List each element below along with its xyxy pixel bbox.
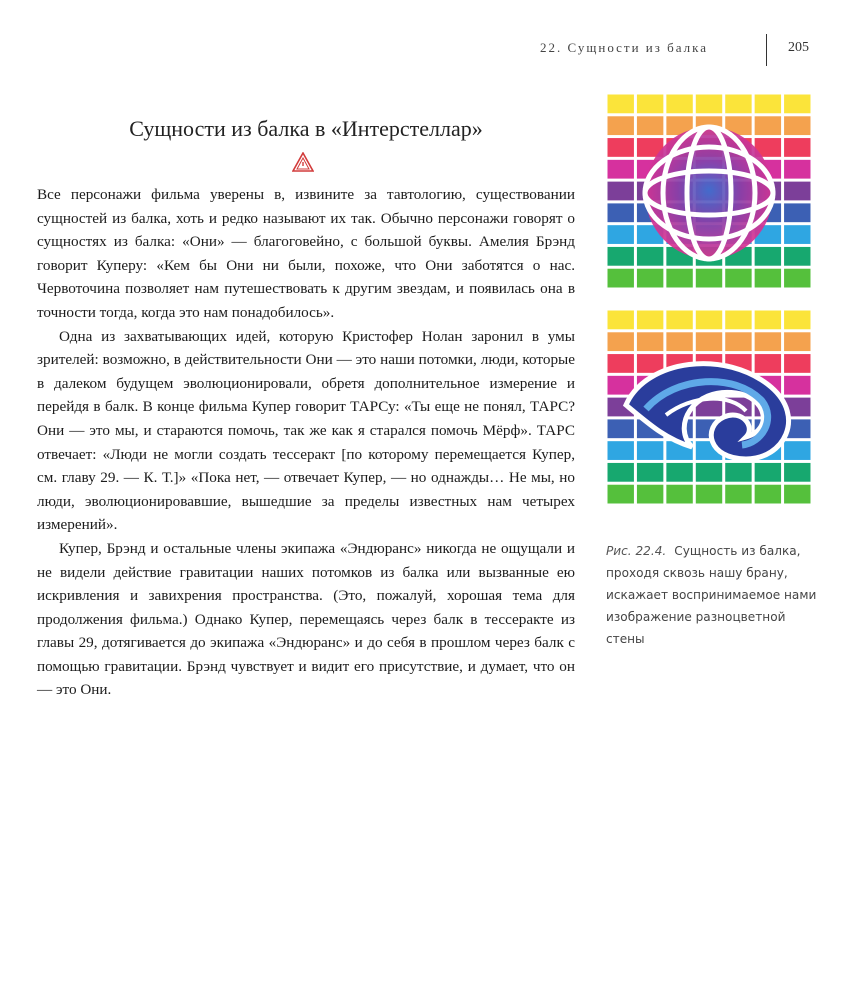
- color-tile: [755, 95, 781, 114]
- color-tile: [666, 463, 692, 482]
- color-tile: [608, 376, 634, 395]
- color-tile: [755, 247, 781, 266]
- color-tile: [696, 269, 722, 288]
- color-tile: [608, 269, 634, 288]
- color-tile: [637, 354, 663, 373]
- figure-bulk-sphere: [606, 93, 812, 289]
- color-tile: [755, 463, 781, 482]
- color-tile: [725, 332, 751, 351]
- color-tile: [637, 95, 663, 114]
- color-tile: [696, 311, 722, 330]
- color-tile: [666, 311, 692, 330]
- color-tile: [608, 247, 634, 266]
- color-tile: [666, 95, 692, 114]
- color-tile: [608, 463, 634, 482]
- color-tile: [666, 332, 692, 351]
- color-tile: [755, 485, 781, 504]
- color-tile: [784, 225, 810, 244]
- running-head-title: 22. Сущности из балка: [540, 40, 709, 55]
- color-tile: [784, 311, 810, 330]
- color-tile: [608, 311, 634, 330]
- color-tile: [608, 203, 634, 222]
- color-tile: [784, 95, 810, 114]
- color-tile: [696, 485, 722, 504]
- color-tile: [755, 269, 781, 288]
- color-tile: [608, 332, 634, 351]
- color-tile: [608, 182, 634, 201]
- figure-caption: [606, 540, 818, 650]
- color-tile: [608, 354, 634, 373]
- color-tile: [784, 116, 810, 135]
- color-tile: [755, 311, 781, 330]
- color-tile: [784, 376, 810, 395]
- paragraph-2: Одна из захватывающих идей, которую Кристофер Нолан заронил в умы зрителей: возможно, в действительности Они — это наши потомки, люди, которые в далеком будущем эволюционировали, обретя дополнительное измерение и перейдя в балк. В конце фильма Купер говорит ТАРСу: «Ты еще не понял, ТАРС? Они — это мы, и стараются помочь, так же как я старался помочь Мёрф». ТАРС отвечает: «Люди не могли создать тессеракт [по которому перемещается Купер, см. главу 29. — К. Т.]» «Пока нет, — отвечает Купер, — но однажды… Не мы, но люди, эволюционировавшие, вышедшие за пределы известных нам четырех измерений».: [37, 327, 575, 534]
- figure-caption-label: Рис. 22.4.: [606, 544, 667, 558]
- color-tile: [608, 138, 634, 157]
- color-tile: [725, 463, 751, 482]
- paragraph-1: Все персонажи фильма уверены в, извините за тавтологию, существовании сущностей из балка, хоть и редко называют их так. Обычно персонажи говорят о сущностях из балка: «Они» — благоговейно, с большой буквы. Амелия Брэнд говорит Куперу: «Кем бы Они ни были, похоже, что Они заботятся о нас. Червоточина позволяет нам путешествовать к другим звездам, и появилась она в точности тогда, когда это нам понадобилось».: [37, 186, 575, 321]
- color-tile: [784, 138, 810, 157]
- color-tile: [637, 311, 663, 330]
- color-tile: [784, 463, 810, 482]
- color-tile: [608, 485, 634, 504]
- color-tile: [608, 441, 634, 460]
- page-number: 205: [788, 40, 809, 55]
- color-tile: [608, 95, 634, 114]
- color-tile: [784, 182, 810, 201]
- color-tile: [784, 269, 810, 288]
- color-tile: [608, 419, 634, 438]
- color-tile: [696, 332, 722, 351]
- color-tile: [637, 332, 663, 351]
- color-tile: [637, 485, 663, 504]
- color-tile: [784, 247, 810, 266]
- color-tile: [784, 354, 810, 373]
- color-tile: [755, 332, 781, 351]
- color-tile: [666, 485, 692, 504]
- color-tile: [784, 332, 810, 351]
- running-head-divider: [766, 34, 767, 66]
- body-text: [37, 183, 575, 702]
- color-tile: [784, 203, 810, 222]
- color-tile: [725, 95, 751, 114]
- color-tile: [637, 247, 663, 266]
- color-tile: [696, 95, 722, 114]
- color-tile: [637, 116, 663, 135]
- color-tile: [637, 463, 663, 482]
- paragraph-3: Купер, Брэнд и остальные члены экипажа «Эндюранс» никогда не ощущали и не видели действие гравитации наших потомков из балка или вызванные ею искривления и завихрения пространства. (Это, пожалуй, хорошая тема для продолжения фильма.) Однако Купер, перемещаясь через балк в тессеракте из главы 29, дотягивается до экипажа «Эндюранс» и до себя в прошлом через балк с помощью гравитации. Брэнд чувствует и видит его присутствие, и думает, что он — это Они.: [37, 539, 575, 699]
- color-tile: [608, 160, 634, 179]
- warning-triangle-icon: [292, 152, 314, 172]
- color-tile: [637, 269, 663, 288]
- color-tile: [784, 441, 810, 460]
- color-tile: [725, 311, 751, 330]
- color-tile: [784, 485, 810, 504]
- section-title: Сущности из балка в «Интерстеллар»: [129, 116, 483, 141]
- color-tile: [725, 269, 751, 288]
- color-tile: [725, 485, 751, 504]
- color-tile: [666, 269, 692, 288]
- color-tile: [637, 441, 663, 460]
- color-tile: [755, 116, 781, 135]
- color-tile: [784, 160, 810, 179]
- figure-bulk-vortex: [606, 309, 812, 505]
- figure-caption-text: Сущность из балка, проходя сквозь нашу брану, искажает воспринимаемое нами изображение разноцветной стены: [606, 544, 817, 646]
- color-tile: [696, 463, 722, 482]
- color-tile: [608, 225, 634, 244]
- color-tile: [755, 354, 781, 373]
- color-tile: [608, 116, 634, 135]
